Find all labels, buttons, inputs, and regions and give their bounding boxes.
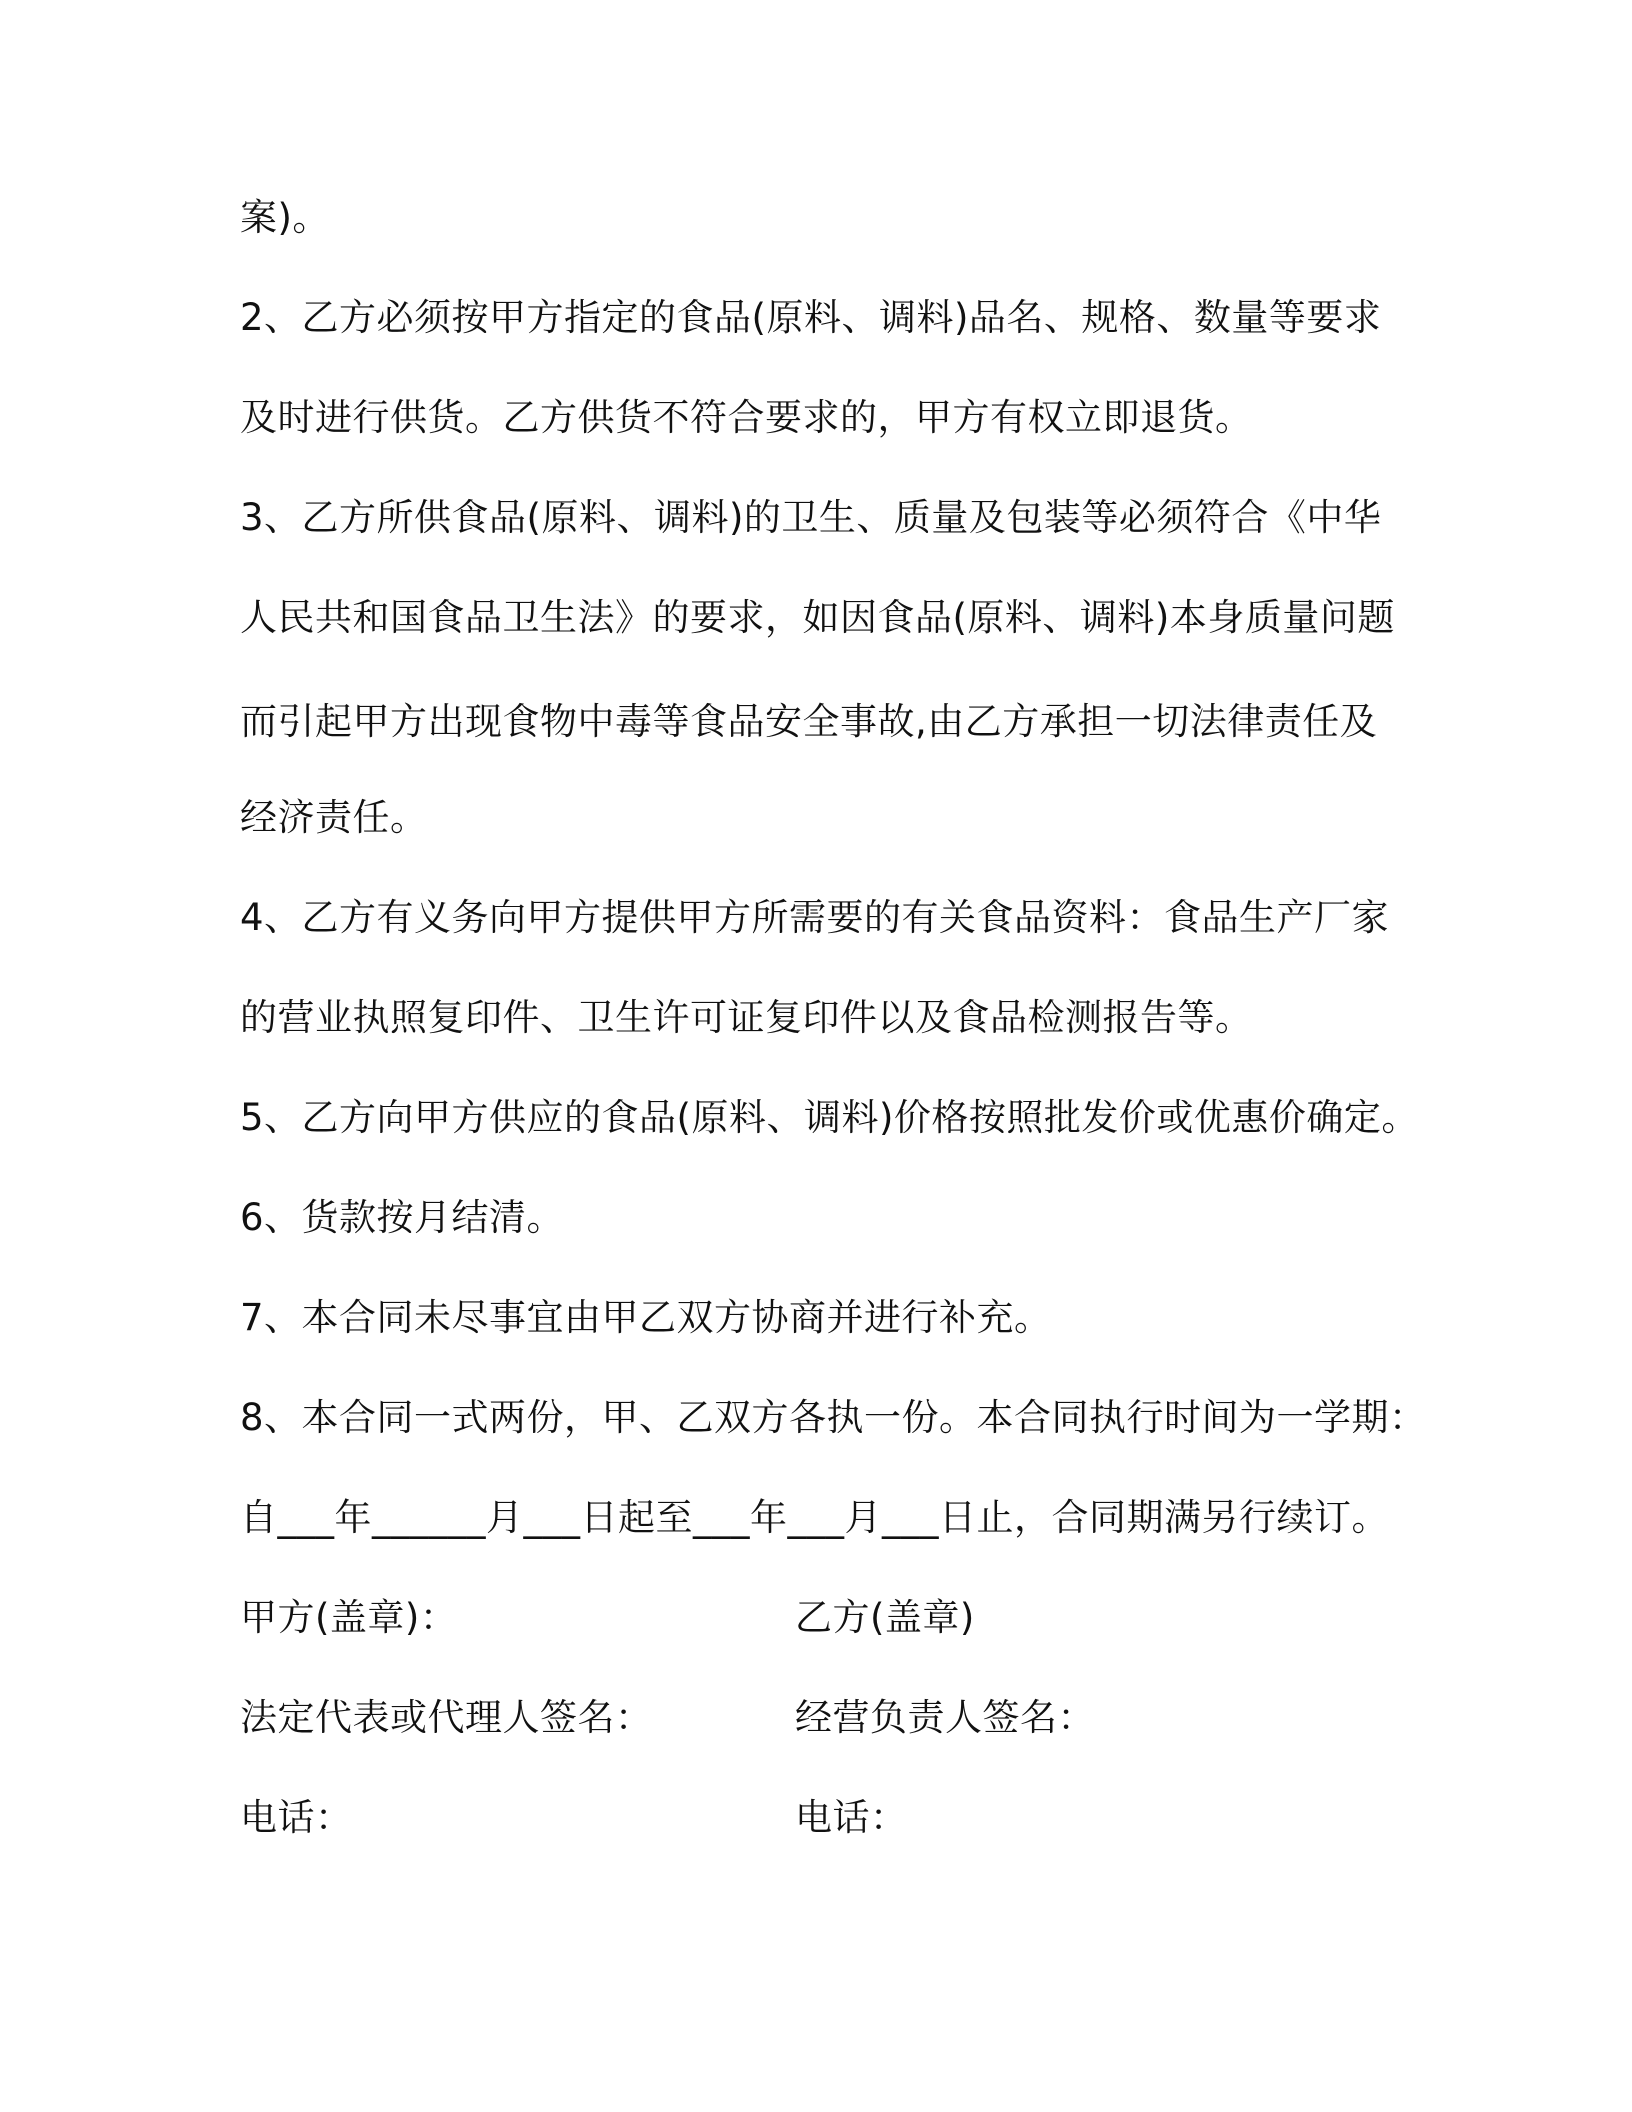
clause-3-line-4: 经济责任。 [240,796,428,839]
clause-2-line-1: 2、乙方必须按甲方指定的食品(原料、调料)品名、规格、数量等要求 [240,296,1382,339]
party-b-seal-label: 乙方(盖章) [795,1596,975,1639]
clause-4-line-2: 的营业执照复印件、卫生许可证复印件以及食品检测报告等。 [240,996,1253,1039]
clause-5-line: 5、乙方向甲方供应的食品(原料、调料)价格按照批发价或优惠价确定。 [240,1096,1419,1139]
party-b-phone-label: 电话： [795,1796,908,1839]
clause-6-line: 6、货款按月结清。 [240,1196,565,1239]
clause-7-line: 7、本合同未尽事宜由甲乙双方协商并进行补充。 [240,1296,1052,1339]
party-a-phone-label: 电话： [240,1796,353,1839]
clause-8-line-2: 自___年______月___日起至___年___月___日止，合同期满另行续订。 [240,1496,1389,1539]
party-a-seal-label: 甲方(盖章)： [240,1596,458,1639]
text-line-1: 案)。 [240,196,330,239]
clause-3-line-1: 3、乙方所供食品(原料、调料)的卫生、质量及包装等必须符合《中华 [240,496,1382,539]
party-a-signer-label: 法定代表或代理人签名： [240,1696,653,1739]
clause-8-line-1: 8、本合同一式两份，甲、乙双方各执一份。本合同执行时间为一学期： [240,1396,1427,1439]
clause-3-line-2: 人民共和国食品卫生法》的要求，如因食品(原料、调料)本身质量问题 [240,596,1395,639]
clause-2-line-2: 及时进行供货。乙方供货不符合要求的，甲方有权立即退货。 [240,396,1253,439]
party-b-signer-label: 经营负责人签名： [795,1696,1095,1739]
clause-4-line-1: 4、乙方有义务向甲方提供甲方所需要的有关食品资料：食品生产厂家 [240,896,1390,939]
clause-3-line-3: 而引起甲方出现食物中毒等食品安全事故,由乙方承担一切法律责任及 [240,700,1378,743]
